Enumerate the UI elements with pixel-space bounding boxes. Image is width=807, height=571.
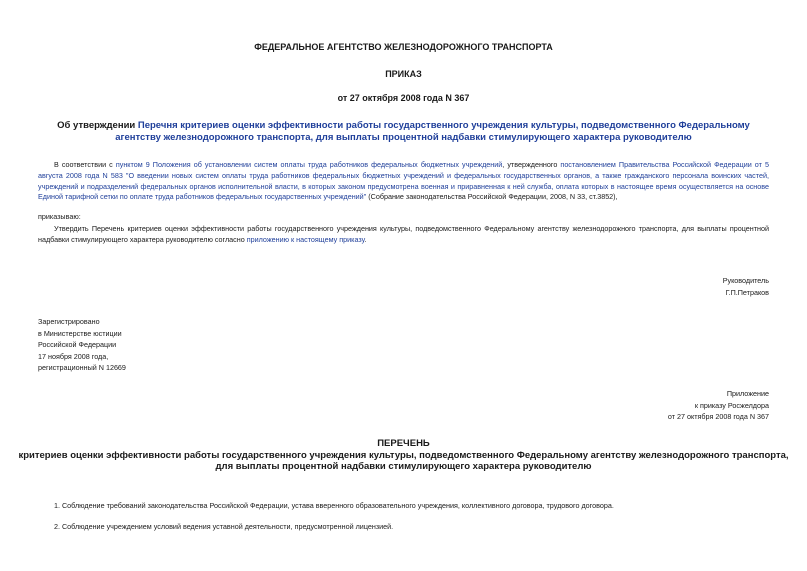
order-word: приказываю:: [38, 212, 81, 221]
signature-block: [723, 275, 769, 298]
preamble-link-resolution[interactable]: постановлением Правительства Российской Федерации от 5 августа 2008 года N 583 "О введении новых систем оплаты труда работников федеральных бюджетных учреждений и федеральных государственных органов, а также гражданского персонала воинских частей, учреждений и подразделений федеральных органов исполнительной власти, в которых законом предусмотрена военная и приравненная к ней служба, оплата которых в настоящее время осуществляется на основе Единой тарифной сетки по оплате труда работников федеральных государственных учреждений": [38, 160, 769, 202]
list-item: 1. Соблюдение требований законодательства Российской Федерации, устава вверенного образовательного учреждения, коллективного договора, трудового договора.: [54, 501, 614, 510]
list-item: 2. Соблюдение учреждением условий ведения уставной деятельности, предусмотренной лицензией.: [54, 522, 394, 531]
preamble-text-2: , утвержденного: [502, 160, 561, 169]
preamble-text-1: В соответствии с: [54, 160, 116, 169]
preamble-link-regulation[interactable]: пунктом 9 Положения об установлении систем оплаты труда работников федеральных бюджетных учреждений: [115, 160, 503, 169]
registration-line: Российской Федерации: [38, 340, 117, 349]
list-title: [0, 438, 807, 473]
appendix-block: [668, 388, 769, 423]
list-title-line: для выплаты процентной надбавки стимулирующего характера руководителю: [215, 461, 592, 472]
appendix-line: от 27 октября 2008 года N 367: [667, 412, 769, 421]
registration-line: 17 ноября 2008 года,: [38, 351, 109, 361]
order-date-number: от 27 октября 2008 года N 367: [337, 93, 470, 103]
list-title-line: ПЕРЕЧЕНЬ: [377, 438, 430, 449]
list-title-line: критериев оценки эффективности работы государственного учреждения культуры, подведомственного Федеральному агентству железнодорожного транспорта,: [18, 449, 789, 461]
preamble-paragraph: [38, 160, 769, 203]
preamble-text-3: (Собрание законодательства Российской Федерации, 2008, N 33, ст.3852),: [366, 192, 618, 202]
registration-block: [38, 316, 126, 374]
title-link[interactable]: Перечня критериев оценки эффективности работы государственного учреждения культуры, подведомственного Федеральному агентству железнодорожного транспорта, для выплаты процентной надбавки стимулирующего характера руководителю: [115, 120, 750, 143]
signature-name: Г.П.Петраков: [725, 287, 769, 297]
approve-text-1: Утвердить Перечень критериев оценки эффективности работы государственного учреждения культуры, подведомственного Федеральному агентству железнодорожного транспорта, для выплаты процентной надбавки стимулирующего характера руководителю согласно: [38, 224, 769, 244]
approve-text-2: .: [364, 234, 367, 244]
title-prefix: Об утверждении: [57, 120, 138, 131]
agency-heading: ФЕДЕРАЛЬНОЕ АГЕНТСТВО ЖЕЛЕЗНОДОРОЖНОГО ТРАНСПОРТА: [254, 42, 553, 52]
appendix-line: к приказу Росжелдора: [694, 400, 769, 410]
registration-line: регистрационный N 12669: [38, 363, 126, 372]
registration-line: Зарегистрировано: [38, 317, 100, 326]
order-title: [40, 120, 767, 144]
signature-role: Руководитель: [722, 276, 769, 285]
doc-type-heading: ПРИКАЗ: [385, 69, 422, 79]
appendix-link[interactable]: приложению к настоящему приказу: [246, 234, 365, 244]
registration-line: в Министерстве юстиции: [38, 328, 122, 338]
appendix-line: Приложение: [726, 389, 769, 398]
approve-paragraph: [38, 224, 769, 246]
